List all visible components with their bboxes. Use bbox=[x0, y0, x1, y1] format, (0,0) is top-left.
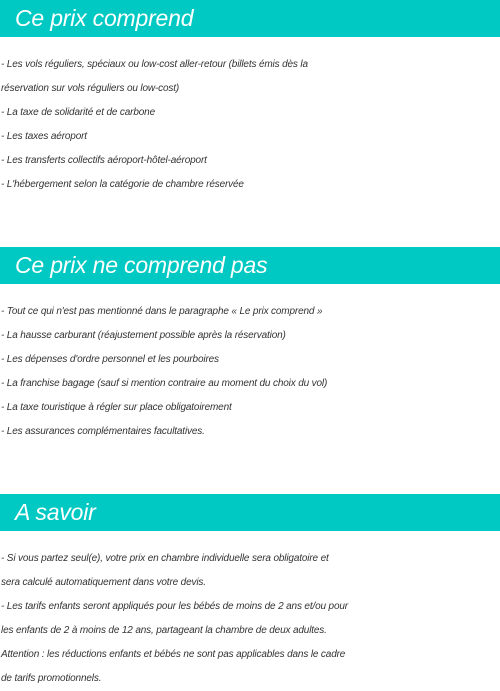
text-line: - Tout ce qui n'est pas mentionné dans le paragraphe « Le prix comprend » bbox=[1, 306, 323, 317]
section-header-included bbox=[0, 0, 500, 37]
text-line: - Les vols réguliers, spéciaux ou low-cost aller-retour (billets émis dès la bbox=[1, 59, 308, 70]
section-title: Ce prix ne comprend pas bbox=[15, 252, 268, 278]
text-line: les enfants de 2 à moins de 12 ans, partageant la chambre de deux adultes. bbox=[1, 625, 327, 636]
section-title: A savoir bbox=[15, 499, 96, 525]
section-title: Ce prix comprend bbox=[15, 5, 194, 31]
text-line: - Les tarifs enfants seront appliqués pour les bébés de moins de 2 ans et/ou pour bbox=[1, 601, 348, 612]
section-body-not-included bbox=[0, 300, 500, 444]
text-line: - La hausse carburant (réajustement possible après la réservation) bbox=[1, 330, 286, 341]
section-body-included bbox=[0, 53, 500, 197]
section-body-good-to-know bbox=[0, 547, 500, 691]
text-line: - La franchise bagage (sauf si mention contraire au moment du choix du vol) bbox=[1, 378, 328, 389]
text-line: - Les taxes aéroport bbox=[1, 131, 87, 142]
text-line: - Les dépenses d'ordre personnel et les pourboires bbox=[1, 354, 219, 365]
text-line: - Les transferts collectifs aéroport-hôtel-aéroport bbox=[1, 155, 207, 166]
section-header-not-included bbox=[0, 247, 500, 284]
text-line: - La taxe touristique à régler sur place obligatoirement bbox=[1, 402, 232, 413]
text-line: réservation sur vols réguliers ou low-cost) bbox=[1, 83, 180, 94]
text-line: de tarifs promotionnels. bbox=[1, 673, 102, 684]
text-line: - La taxe de solidarité et de carbone bbox=[1, 107, 155, 118]
text-line: - Si vous partez seul(e), votre prix en chambre individuelle sera obligatoire et bbox=[1, 553, 329, 564]
section-header-good-to-know bbox=[0, 494, 500, 531]
text-line: sera calculé automatiquement dans votre devis. bbox=[1, 577, 206, 588]
text-line: - L'hébergement selon la catégorie de chambre réservée bbox=[1, 179, 244, 190]
text-line: - Les assurances complémentaires facultatives. bbox=[1, 426, 205, 437]
text-line: Attention : les réductions enfants et bébés ne sont pas applicables dans le cadre bbox=[1, 649, 346, 660]
